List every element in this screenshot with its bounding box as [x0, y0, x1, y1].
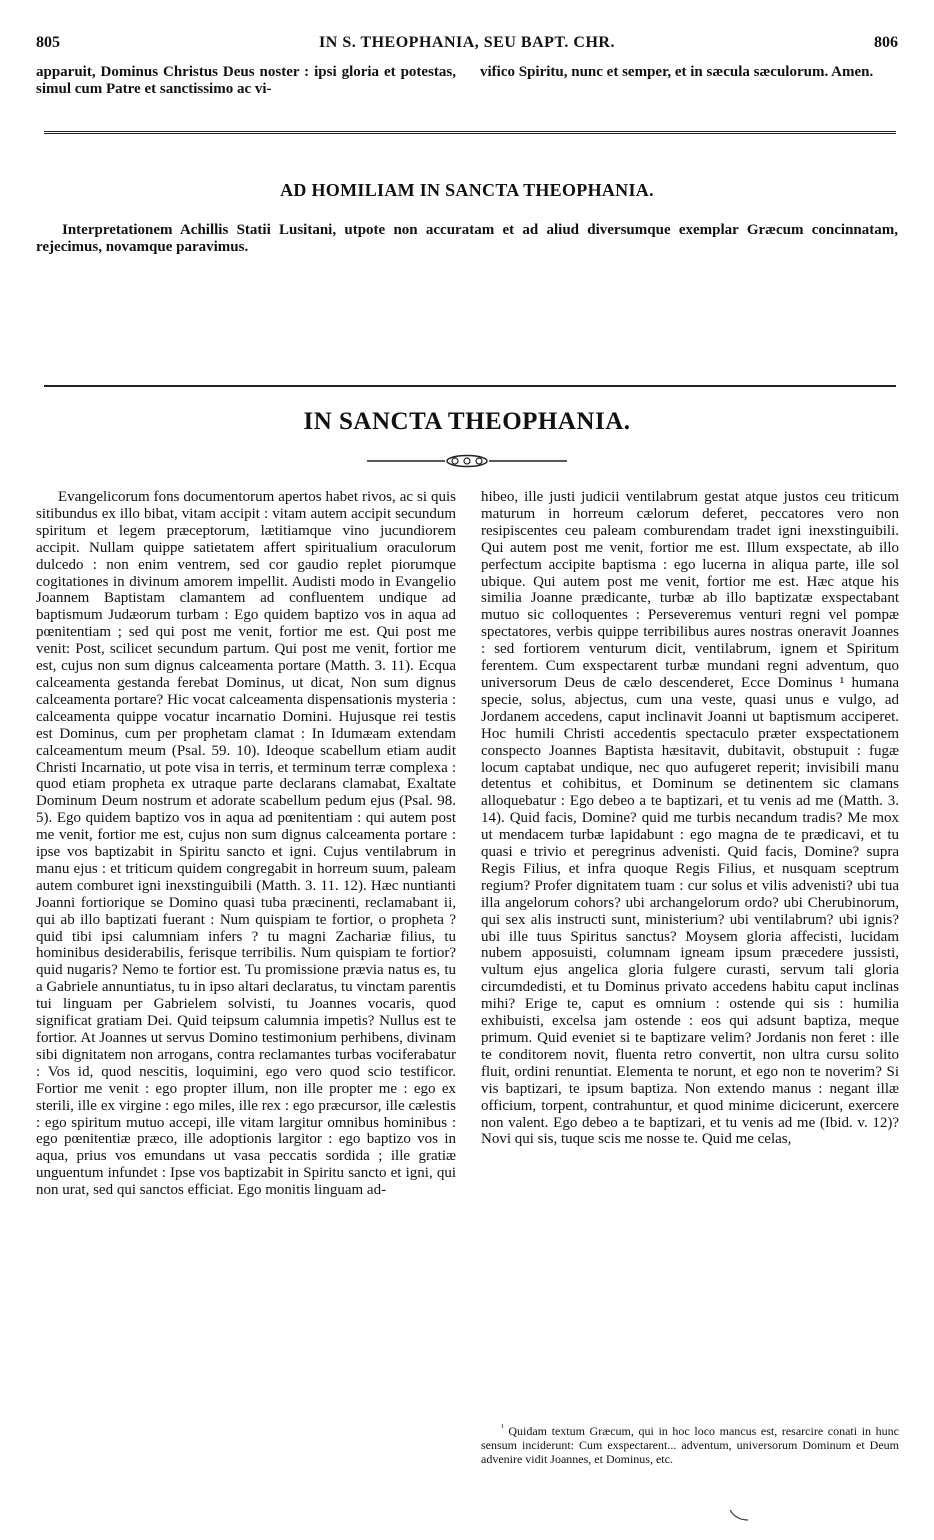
section-intro: Interpretationem Achillis Statii Lusitani, utpote non accuratam et ad aliud diversumque exemplar Græcum concinnatam, rejecimus, novamque paravimus.: [36, 222, 898, 255]
page-number-left: 805: [36, 34, 60, 51]
homily-left-text: Evangelicorum fons documentorum apertos habet rivos, ac si quis sitibundus ex illo bibat, vitam accipit : vitam autem accipit secundum spiritum et legem præceptorum, lætitiamque vino jucundiorem accipit. Nullam quippe satietatem affert spiritualium oraculorum dulcedo : non enim ventrem, sed cor gaudio replet piorumque cogitationes in divinum amorem impellit. Audisti modo in Evangelio Joannem Baptistam clamantem ad confluentem undique ad baptismum Judæorum turbam : Ego quidem baptizo vos in aqua ad pœnitentiam ; sed qui post me venit, fortior me est. Qui post me venit: Post, scilicet secundum partum. Qui post me venit, fortior me est, cujus non sum dignus calceamenta portare (Matth. 3. 11). Ecqua calceamenta gestanda ferebat Dominus, ut dicat, Non sum dignus calceamenta portare? Hic vocat calceamenta dispensationis mysteria : calceamenta quippe vocatur incarnatio Domini. Hujusque rei testis est Dominus, cum per prophetam clamat : In Idumæam extendam calceamentum meum (Psal. 59. 10). Ideoque scabellum etiam audit Christi Incarnatio, ut pote visa in terris, et terminum terræ complexa : quod etiam propheta ex utraque parte declarans clamabat, Exaltate Dominum Deum nostrum et adorate scabellum pedum ejus (Psal. 98. 5). Ego quidem baptizo vos in aqua ad pœnitentiam : qui autem post me venit, fortior me est, cujus non sum dignus calceamenta portare : ipse vos baptizabit in Spiritu sancto et igni. Cujus ventilabrum in manu ejus : et triticum quidem congregabit in horreum suum, paleam autem comburet igni inexstinguibili (Matth. 3. 11. 12). Hæc nuntianti Joanni fortiorique se Domino quasi tuba præcinenti, reclamabant ii, qui ab illo baptizati fuerant : Num quispiam te fortior, o propheta ? quid tibi ipsi calumniam infers ? tu magni Zachariæ filius, tu hominibus desiderabilis, ferisque terribilis. Num quispiam te fortior? quid nugaris? Nemo te fortior est. Tu promissione prævia natus es, tu a Gabriele annuntiatus, tu in ipso altari declaratus, tu vinctam parentis tui linguam per Gabrielem solvisti, tu Joannes vocaris, quod significat gratiam Dei. Quid teipsum calumnia impetis? Nullus est te fortior. At Joannes ut servus Domino testimonium perhibens, divinam sibi dignitatem non arrogans, contra reclamantes turbas vociferabatur : Vos id, quod nescitis, loquimini, ego vero quod scio testificor. Fortior me venit : ego propter illum, non ille propter me : ego ex sterili, ille ex virgine : ego miles, ille rex : ego præcursor, ille cælestis : ego spiritum mutuo accepi, ille vitam largitur omnibus hominibus : ego pœnitentiæ præco, ille adoptionis largitor : ego baptizo vos in aqua, prius vos emundans ut vasa peccatis sordida ; ille gratiæ unguentum infundet : Ipse vos baptizabit in Spiritu sancto et igni, qui non urat, sed qui sanctos efficiat. Ego monitis linguam ad-: [36, 489, 456, 1199]
section-heading: AD HOMILIAM IN SANCTA THEOPHANIA.: [280, 180, 654, 200]
footnote-marker: ¹: [501, 1422, 504, 1432]
section-divider: [44, 131, 896, 134]
homily-divider: [44, 385, 896, 387]
homily-right-text: hibeo, ille justi judicii ventilabrum gestat atque justos ceu triticum maturum in horreum cælorum deferet, peccatores vero non resipiscentes ceu paleam comburendam tradet igni inexstinguibili. Qui autem post me venit, fortior me est. Illum exspectate, ab illo perfectum accipite baptisma : ego lucerna in aliqua parte, ille sol ubique. Qui autem post me venit, fortior me est. Hæc atque his similia Joanne prædicante, turbæ ab illo baptizatæ exspectabant mutuo sic colloquentes : Perseveremus venturi regni vel pompæ spectatores, verbis quippe terribilibus aures nostras oneravit Joannes : sed fortiorem venturum dicit, ventilabrum, ignem et Spiritum ferentem. Cum exspectarent turbæ mundani regni adventum, quo universorum Deus de cælo descenderet, Ecce Dominus ¹ humana specie, solus, abjectus, cum una veste, quasi unus e vulgo, ad Jordanem accedens, caput inclinavit Joanni ut baptismum acciperet. Hoc humili Christi accedentis spectaculo præter exspectationem conspecto Joannes Baptista hæsitavit, dubitavit, obstupuit : fugæ locum captabat undique, nec quo aufugeret reperit; invisibili manu detentus et cohibitus, et Dominum se detinentem sic clamans alloquebatur : Ego debeo a te baptizari, et tu venis ad me (Matth. 3. 14). Quid facis, Domine? quid me turbis necandum tradis? Me mox ut mendacem turbæ lapidabunt : ego magna de te prædicavi, et tu quasi e trivio et peregrinus advenisti. Quid facis, Domine? supra Regis Filius, et infra quoque Regis Filius, et nusquam sceptrum regium? Profer dignitatem tuam : cur solus et vilis advenisti? ubi tua illa angelorum cohors? ubi archangelorum ordo? ubi Cherubinorum, qui sex alis instructi sunt, ministerium? ubi ventilabrum? ubi ignis? ubi ille tuus Spiritus sanctus? Moysem gloria affecisti, lucidam nubem apposuisti, columnam igneam ipsum præcedere jussisti, vultum ejus angelica gloria fulgere curasti, servum tali gloria circumdedisti, et tu Dominus privato accedens habitu caput inclinas mihi? Erige te, caput es omnium : ostende qui sis : humilia exhibuisti, excelsa jam ostende : eos qui adsunt baptiza, meque primum. Quid eveniet si te baptizare velim? Jordanis non feret : ille te conditorem novit, fluenta retro convertit, non ultra cursu solito fluit, ordini renuntiat. Elementa te norunt, et ego non te noverim? Si vis baptizari, te ipsum baptiza. Non extendo manus : negant illæ officium, torpent, contrahuntur, et quod minime dicicerunt, exercere non valent. Ego debeo a te baptizari, et tu venis ad me (Ibid. v. 12)? Novi qui sis, tuque scis me nosse te. Quid me celas,: [481, 489, 899, 1148]
ornament-icon: [367, 454, 567, 468]
running-header: [36, 34, 898, 54]
page-number-right: 806: [874, 34, 898, 51]
footnote-text: Quidam textum Græcum, qui in hoc loco mancus est, resarcire conati in hunc sensum inciderunt: Cum exspectarent... adventum, universorum Dominum et Deum advenire vidit Joannes, et Dominus, etc.: [481, 1424, 900, 1466]
running-title: IN S. THEOPHANIA, SEU BAPT. CHR.: [319, 34, 615, 51]
footnote: [481, 1420, 899, 1466]
top-continuation-left: apparuit, Dominus Christus Deus noster : ipsi gloria et potestas, simul cum Patre et sanctissimo ac vi-: [36, 64, 456, 97]
top-continuation-right: vifico Spiritu, nunc et semper, et in sæcula sæculorum. Amen.: [480, 64, 874, 80]
homily-left-column: [36, 489, 456, 1199]
stray-mark-icon: [728, 1508, 750, 1522]
homily-title: IN SANCTA THEOPHANIA.: [303, 408, 631, 435]
homily-right-column: [481, 489, 899, 1148]
